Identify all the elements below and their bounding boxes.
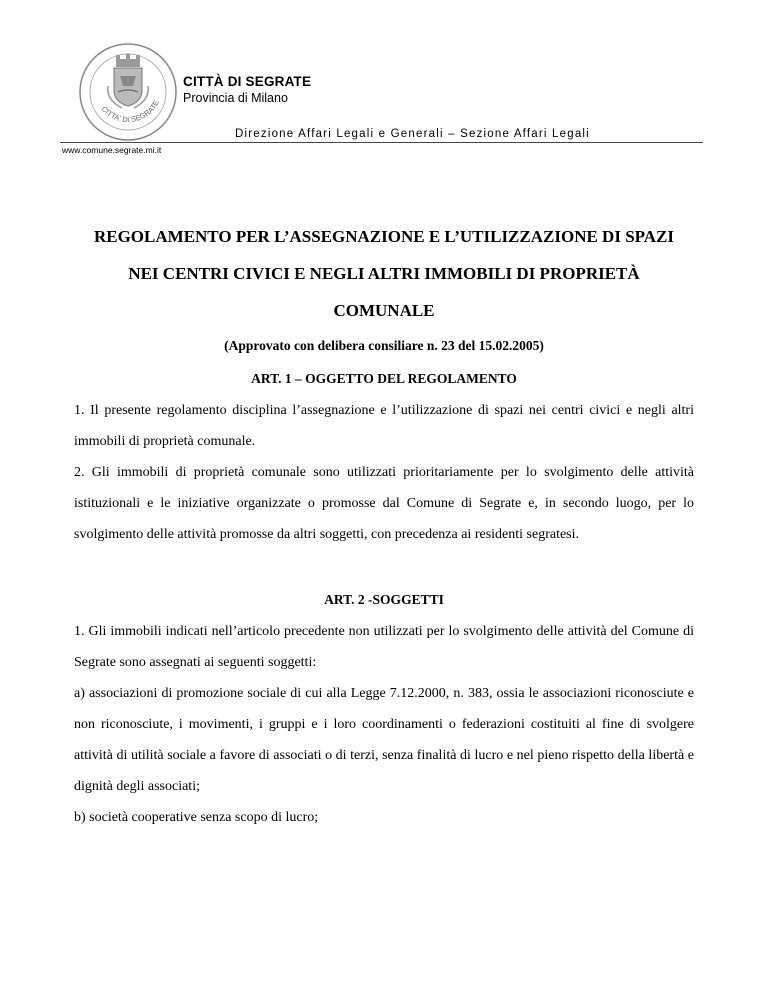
paragraph: 1. Gli immobili indicati nell’articolo precedente non utilizzati per lo svolgimento delle attività del Comune di Segrate sono assegnati ai seguenti soggetti: [74,624,694,670]
document-body [74,218,694,833]
article-1-body [74,395,694,550]
article-2-heading: ART. 2 -SOGGETTI [324,592,444,607]
letterhead [0,0,768,160]
city-name: CITTÀ DI SEGRATE [183,74,312,89]
paragraph: 2. Gli immobili di proprietà comunale sono utilizzati prioritariamente per lo svolgimento delle attività istituzionali e le iniziative organizzate o promosse dal Comune di Segrate e, in secondo luogo, per lo svolgimento delle attività promosse da altri soggetti, con precedenza ai residenti segratesi. [74,465,694,542]
document-title [74,218,694,329]
header-divider [60,142,703,143]
paragraph: a) associazioni di promozione sociale di cui alla Legge 7.12.2000, n. 383, ossia le associazioni riconosciute e non riconosciute, i movimenti, i gruppi e i loro coordinamenti o federazioni costituiti al fine di svolgere attività di utilità sociale a favore di associati o di terzi, senza finalità di lucro e nel pieno rispetto della libertà e dignità degli associati; [74,686,694,794]
approval-note: (Approvato con delibera consiliare n. 23 del 15.02.2005) [224,338,544,353]
city-seal-logo [78,42,178,142]
paragraph: 1. Il presente regolamento disciplina l’assegnazione e l’utilizzazione di spazi nei centri civici e negli altri immobili di proprietà comunale. [74,403,694,449]
province-name: Provincia di Milano [183,91,288,105]
title-line: COMUNALE [333,301,435,320]
website-url: www.comune.segrate.mi.it [62,145,162,155]
paragraph: b) società cooperative senza scopo di lucro; [74,810,319,825]
article-1-heading: ART. 1 – OGGETTO DEL REGOLAMENTO [251,371,517,386]
article-2-body [74,616,694,833]
title-line: NEI CENTRI CIVICI E NEGLI ALTRI IMMOBILI DI PROPRIETÀ [128,264,640,283]
seal-text: CITTA' DI SEGRATE [99,98,161,125]
title-line: REGOLAMENTO PER L’ASSEGNAZIONE E L’UTILIZZAZIONE DI SPAZI [93,227,675,246]
department-name: Direzione Affari Legali e Generali – Sezione Affari Legali [235,128,590,140]
